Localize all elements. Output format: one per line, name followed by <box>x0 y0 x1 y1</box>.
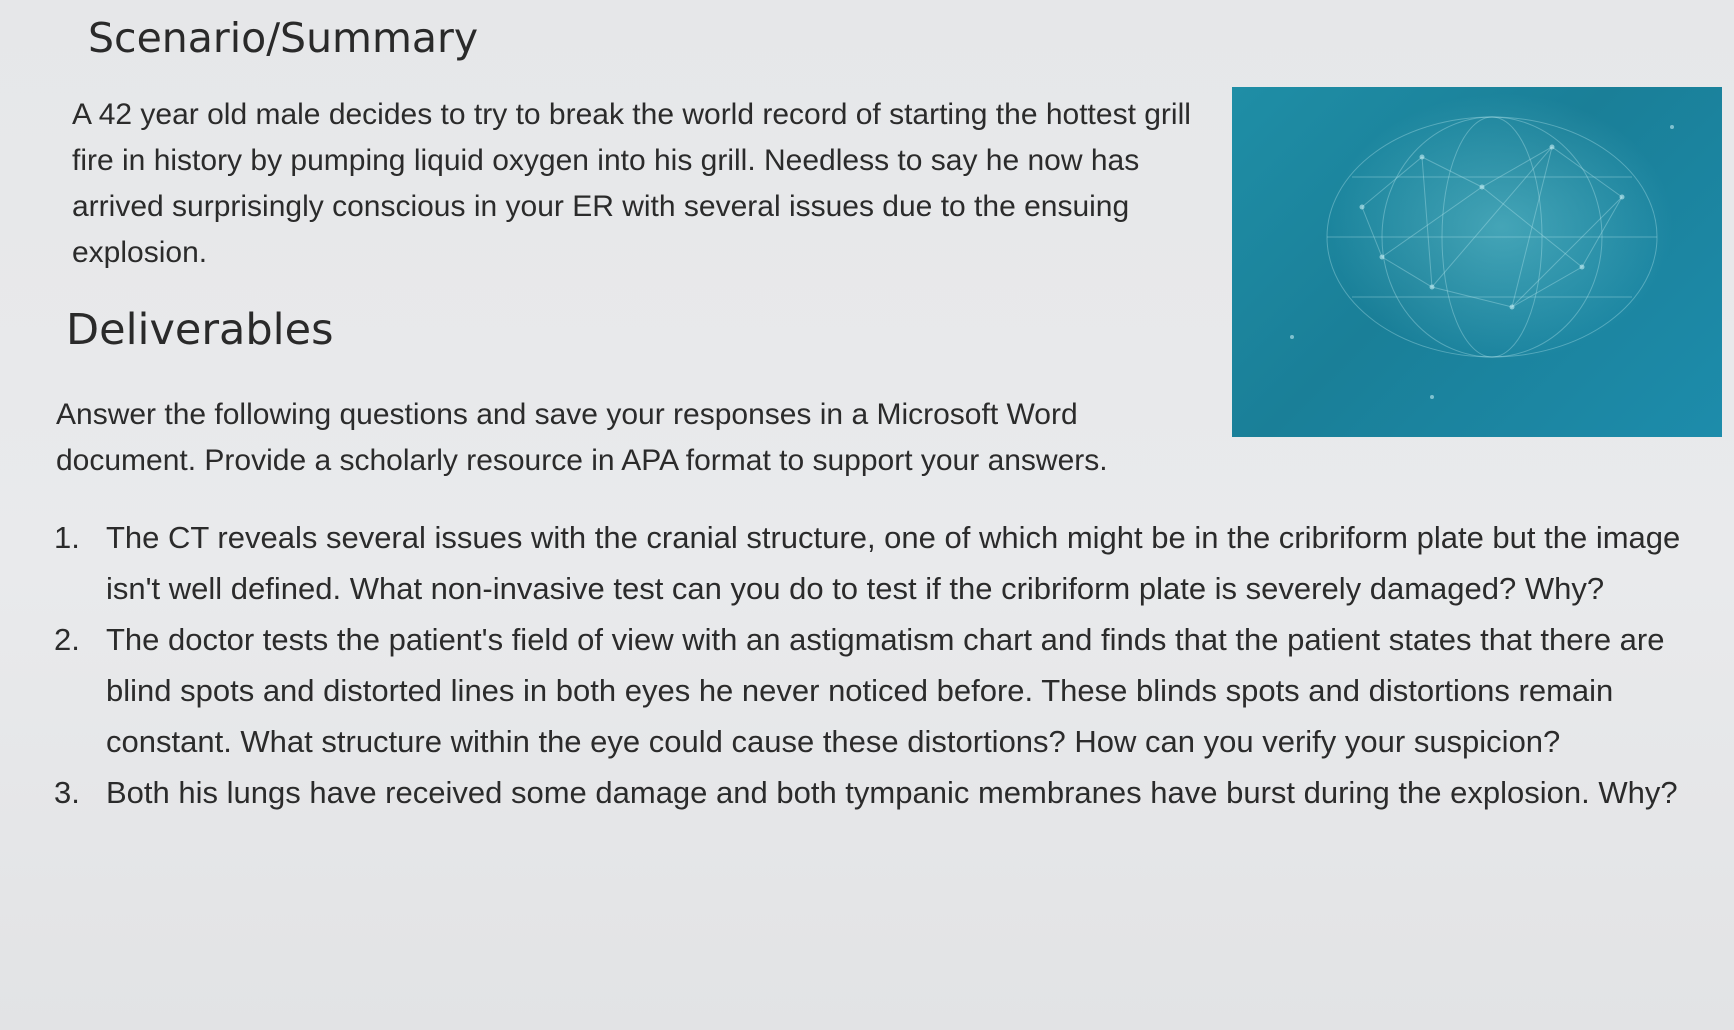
deliverables-text: Answer the following questions and save your responses in a Microsoft Word document. Provide a scholarly resource in APA format to support your answers. <box>56 398 1108 477</box>
question-text: The CT reveals several issues with the cranial structure, one of which might be in the cribriform plate but the image isn't well defined. What non-invasive test can you do to test if the cribriform plate is severely damaged? Why? <box>106 520 1681 606</box>
question-item <box>54 767 1704 818</box>
scenario-text: A 42 year old male decides to try to break the world record of starting the hottest grill fire in history by pumping liquid oxygen into his grill. Needless to say he now has arrived surprisingly conscious in your ER with several issues due to the ensuing explosion. <box>72 98 1191 269</box>
question-number: 2. <box>54 622 80 657</box>
question-text: Both his lungs have received some damage and both tympanic membranes have burst during the explosion. Why? <box>106 775 1678 810</box>
network-globe-illustration <box>1232 87 1722 437</box>
question-item <box>54 614 1704 767</box>
question-text: The doctor tests the patient's field of view with an astigmatism chart and finds that the patient states that there are blind spots and distorted lines in both eyes he never noticed before. These blinds spots and distortions remain constant. What structure within the eye could cause these distortions? How can you verify your suspicion? <box>106 622 1665 759</box>
question-number: 1. <box>54 520 80 555</box>
question-number: 3. <box>54 775 80 810</box>
network-globe-image <box>1232 87 1722 437</box>
question-list <box>54 512 1704 818</box>
question-item <box>54 512 1704 614</box>
scenario-summary-heading: Scenario/Summary <box>88 14 479 62</box>
deliverables-heading: Deliverables <box>66 305 334 355</box>
